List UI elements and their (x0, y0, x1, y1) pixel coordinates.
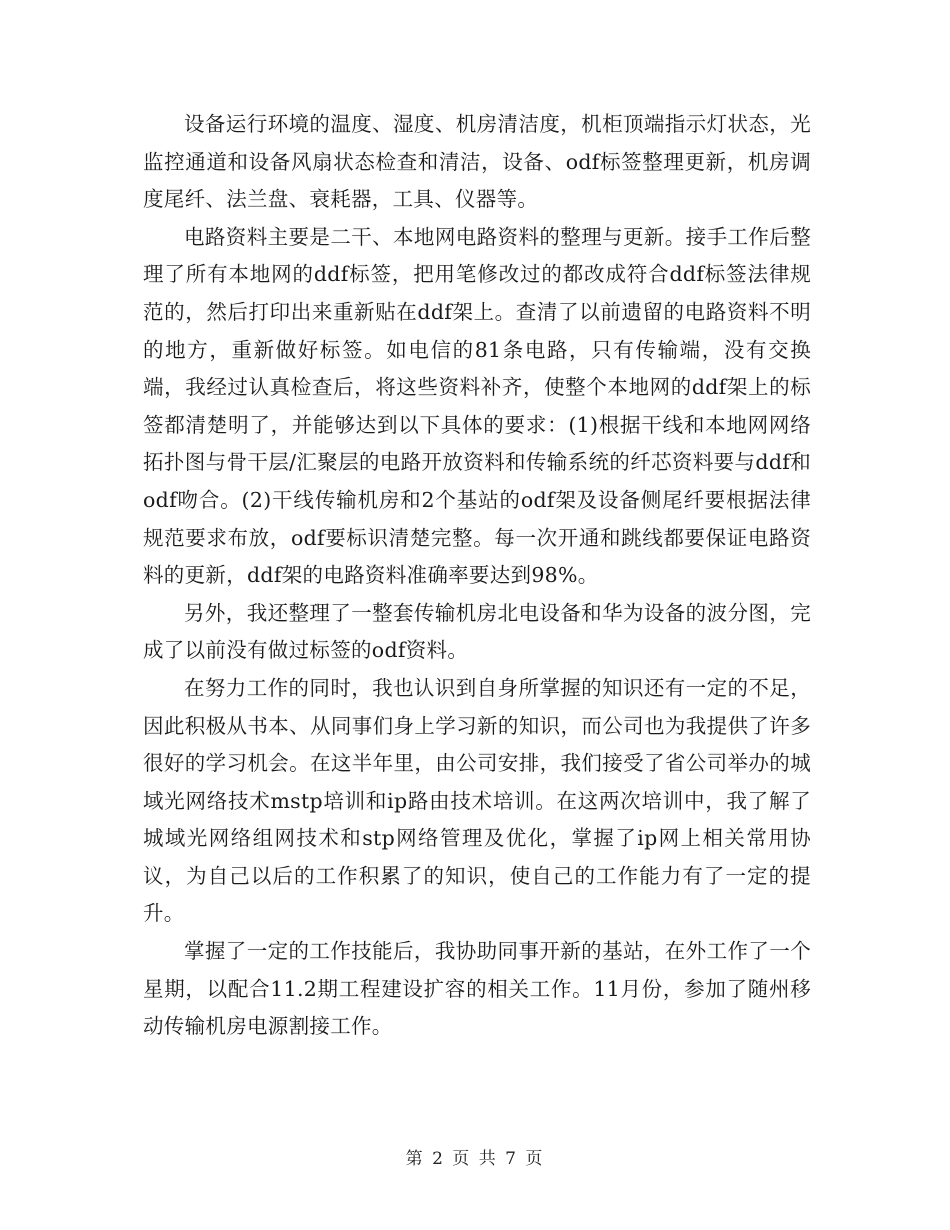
paragraph-4: 在努力工作的同时，我也认识到自身所掌握的知识还有一定的不足，因此积极从书本、从同事们身上学习新的知识，而公司也为我提供了许多很好的学习机会。在这半年里，由公司安排，我们接受了省公司举办的城域光网络技术mstp培训和ip路由技术培训。在这两次培训中，我了解了城域光网络组网技术和stp网络管理及优化，掌握了ip网上相关常用协议，为自己以后的工作积累了的知识，使自己的工作能力有了一定的提升。 (143, 675, 811, 926)
page-number-footer: 第 2 页 共 7 页 (405, 1149, 545, 1169)
paragraph-2: 电路资料主要是二干、本地网电路资料的整理与更新。接手工作后整理了所有本地网的ddf标签，把用笔修改过的都改成符合ddf标签法律规范的，然后打印出来重新贴在ddf架上。查清了以前遗留的电路资料不明的地方，重新做好标签。如电信的81条电路，只有传输端，没有交换端，我经过认真检查后，将这些资料补齐，使整个本地网的ddf架上的标签都清楚明了，并能够达到以下具体的要求：(1)根据干线和本地网网络拓扑图与骨干层/汇聚层的电路开放资料和传输系统的纤芯资料要与ddf和odf吻合。(2)干线传输机房和2个基站的odf架及设备侧尾纤要根据法律规范要求布放，odf要标识清楚完整。每一次开通和跳线都要保证电路资料的更新，ddf架的电路资料准确率要达到98%。 (143, 224, 811, 588)
document-body (143, 106, 811, 1046)
paragraph-1: 设备运行环境的温度、湿度、机房清洁度，机柜顶端指示灯状态，光监控通道和设备风扇状态检查和清洁，设备、odf标签整理更新，机房调度尾纤、法兰盘、衰耗器，工具、仪器等。 (143, 112, 811, 212)
paragraph-3: 另外，我还整理了一整套传输机房北电设备和华为设备的波分图，完成了以前没有做过标签的odf资料。 (143, 600, 811, 663)
paragraph-5: 掌握了一定的工作技能后，我协助同事开新的基站，在外工作了一个星期，以配合11.2期工程建设扩容的相关工作。11月份，参加了随州移动传输机房电源割接工作。 (143, 939, 811, 1039)
